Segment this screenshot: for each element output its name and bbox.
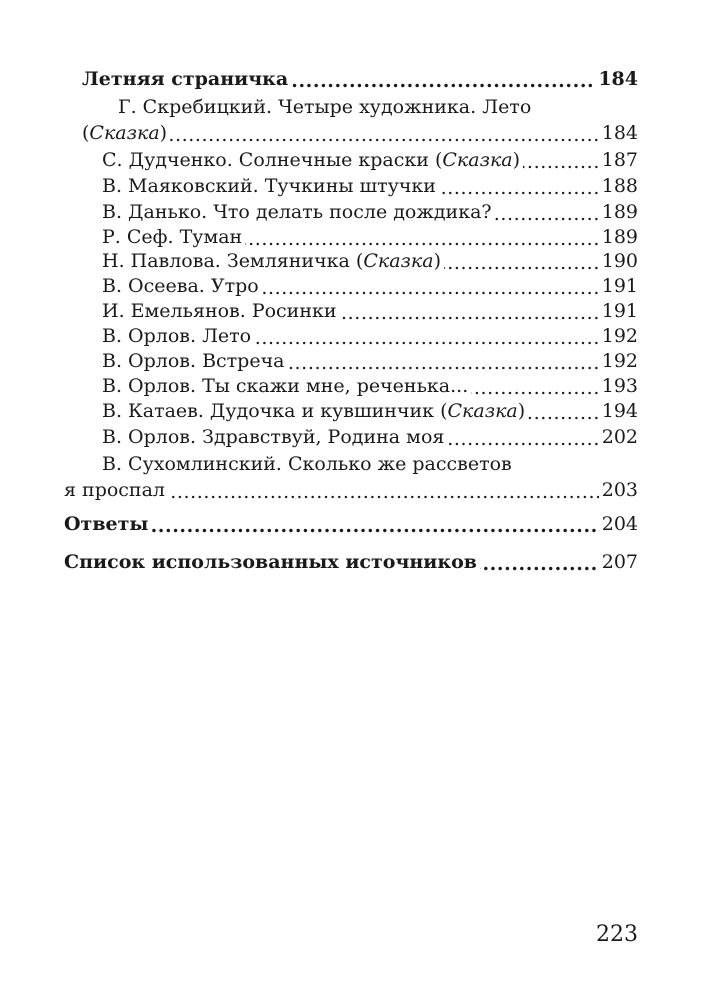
toc-page-number: 207 (599, 549, 638, 575)
toc-entry-title: В. Орлов. Встреча (102, 348, 287, 374)
toc-page-number: 191 (599, 273, 638, 299)
toc-page-number: 184 (599, 120, 638, 146)
toc-entry (0, 477, 701, 503)
toc-page-number: 187 (599, 147, 638, 173)
toc-entry-title: Г. Скребицкий. Четыре художника. Лето (118, 96, 532, 118)
toc-entry-line1 (0, 94, 701, 120)
toc-section-summer (0, 66, 701, 92)
genre-label: Сказка (89, 122, 160, 144)
toc-entry (0, 424, 701, 450)
genre-label: Сказка (363, 250, 434, 272)
toc-entry-title: Р. Сеф. Туман (102, 224, 245, 250)
toc-page-number: 188 (599, 173, 638, 199)
page-folio-number: 223 (596, 922, 638, 947)
toc-page-number: 189 (599, 199, 638, 225)
toc-entry-line1 (0, 451, 701, 477)
toc-page-number: 193 (599, 373, 638, 399)
toc-entry-title: В. Маяковский. Тучкины штучки (102, 173, 439, 199)
toc-entry (0, 173, 701, 199)
toc-page-number: 202 (599, 424, 638, 450)
toc-section-title: Летняя страничка (82, 66, 291, 92)
toc-page-number: 203 (599, 477, 638, 503)
toc-section-sources (0, 549, 701, 575)
toc-page-number: 192 (599, 323, 638, 349)
toc-section-title: Ответы (64, 511, 151, 537)
toc-entry (0, 298, 701, 324)
toc-entry-title: В. Орлов. Ты скажи мне, реченька... (102, 373, 471, 399)
toc-entry-title: (Сказка) (82, 120, 170, 146)
toc-entry (0, 199, 701, 225)
toc-page-number: 204 (599, 511, 638, 537)
toc-entry (0, 398, 701, 424)
toc-entry-title: В. Катаев. Дудочка и кувшинчик (Сказка) (102, 398, 528, 424)
toc-entry (0, 147, 701, 173)
toc-page-number: 192 (599, 348, 638, 374)
toc-entry-title: В. Сухомлинский. Сколько же рассветов (102, 453, 512, 475)
genre-label: Сказка (447, 400, 518, 422)
toc-entry (0, 348, 701, 374)
toc-page-number: 184 (595, 66, 638, 92)
toc-page-number: 189 (599, 224, 638, 250)
toc-page-number: 190 (599, 248, 638, 274)
toc-entry-title: я проспал (64, 477, 168, 503)
toc-entry (0, 224, 701, 250)
toc-entry-title: В. Орлов. Лето (102, 323, 254, 349)
toc-entry-title: В. Осеева. Утро (102, 273, 262, 299)
toc-section-answers (0, 511, 701, 537)
toc-section-title: Список использованных источников (64, 549, 480, 575)
genre-label: Сказка (442, 149, 513, 171)
toc-entry (0, 323, 701, 349)
toc-entry-title: И. Емельянов. Росинки (102, 298, 340, 324)
toc-entry-title: С. Дудченко. Солнечные краски (Сказка) (102, 147, 523, 173)
toc-entry (0, 120, 701, 146)
toc-entry (0, 248, 701, 274)
toc-page-number: 194 (599, 398, 638, 424)
toc-entry-title: В. Данько. Что делать после дождика? (102, 199, 495, 225)
toc-entry-title: В. Орлов. Здравствуй, Родина моя (102, 424, 447, 450)
toc-entry-title: Н. Павлова. Земляничка (Сказка) (102, 248, 444, 274)
toc-entry (0, 373, 701, 399)
toc-entry (0, 273, 701, 299)
toc-page-number: 191 (599, 298, 638, 324)
